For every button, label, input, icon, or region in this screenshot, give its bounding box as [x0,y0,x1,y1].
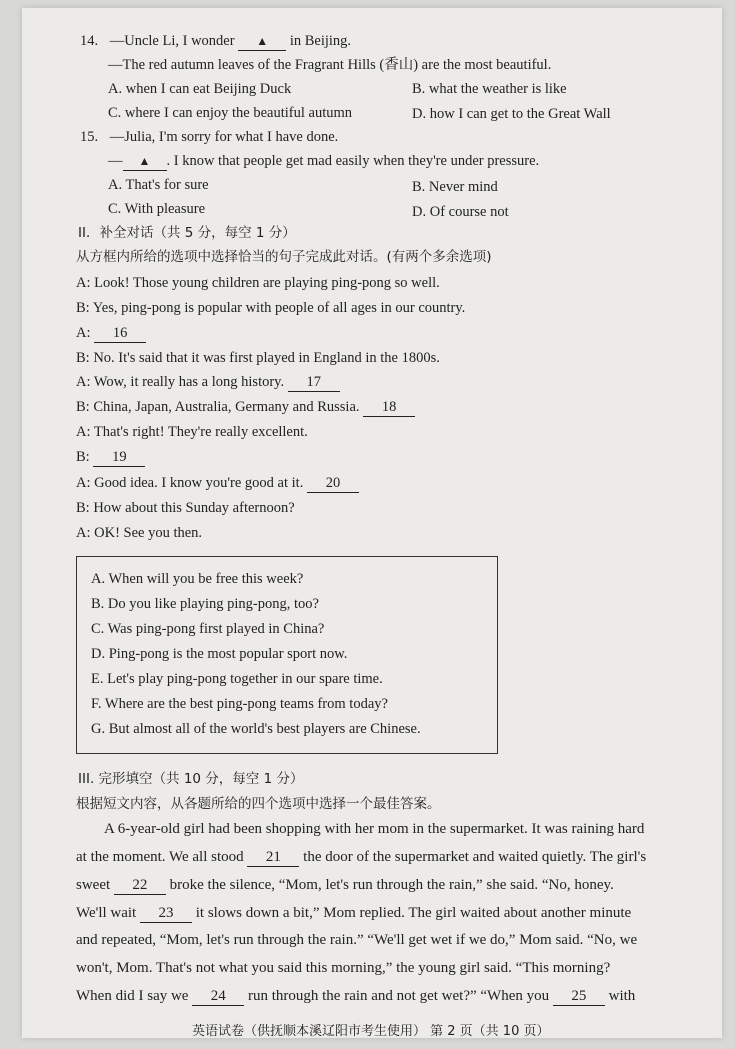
options-box [76,556,498,754]
passage-line: won't, Mom. That's not what you said this morning,” the young girl said. “This morning? [76,960,611,976]
blank-23: 23 [140,904,192,923]
dialogue-line: B: How about this Sunday afternoon? [76,500,295,516]
passage-line: A 6-year-old girl had been shopping with her mom in the supermarket. It was raining hard [104,821,645,837]
q14-option-c: C. where I can enjoy the beautiful autumn [108,105,353,121]
dialogue-line: A: 16 [76,324,146,343]
page-footer: 英语试卷（供抚顺本溪辽阳市考生使用） 第 2 页（共 10 页） [192,1024,550,1039]
option-b: B. Do you like playing ping-pong, too? [91,596,319,612]
passage-line: We'll wait 23 it slows down a bit,” Mom replied. The girl waited about another minute [76,905,632,921]
blank-16: 16 [94,324,146,343]
blank-22: 22 [114,876,166,895]
option-g: G. But almost all of the world's best players are Chinese. [91,721,421,737]
q15-option-b: B. Never mind [412,179,498,195]
blank-24: 24 [192,987,244,1006]
section-2-instruction: 从方框内所给的选项中选择恰当的句子完成此对话。(有两个多余选项) [76,249,492,265]
blank-18: 18 [363,398,415,417]
q15-option-c: C. With pleasure [108,201,206,217]
dialogue-line: A: Good idea. I know you're good at it. 20 [76,474,359,493]
blank-20: 20 [307,474,359,493]
blank-25: 25 [553,987,605,1006]
section-3-instruction: 根据短文内容，从各题所给的四个选项中选择一个最佳答案。 [76,796,441,812]
option-e: E. Let's play ping-pong together in our spare time. [91,671,383,687]
option-c: C. Was ping-pong first played in China? [91,621,325,637]
exam-page [22,8,722,1038]
dialogue-line: A: OK! See you then. [76,525,203,541]
blank-15: ▲ [123,152,167,171]
section-3-title: III. 完形填空（共 10 分，每空 1 分） [78,771,304,787]
passage-line: sweet 22 broke the silence, “Mom, let's run through the rain,” she said. “No, honey. [76,877,614,893]
q15-option-d: D. Of course not [412,204,509,220]
dialogue-line: B: 19 [76,448,145,467]
q14-option-d: D. how I can get to the Great Wall [412,106,611,122]
dialogue-line: B: China, Japan, Australia, Germany and Russia. 18 [76,398,415,417]
dialogue-line: A: Look! Those young children are playing ping-pong so well. [76,275,440,291]
question-15: 15. —Julia, I'm sorry for what I have done. [80,129,339,145]
section-2-title: II．补全对话（共 5 分，每空 1 分） [78,225,296,241]
q14-option-a: A. when I can eat Beijing Duck [108,81,292,97]
dialogue-line: B: Yes, ping-pong is popular with people of all ages in our country. [76,300,466,316]
q14-reply: —The red autumn leaves of the Fragrant Hills (香山) are the most beautiful. [108,57,552,73]
blank-17: 17 [288,373,340,392]
option-d: D. Ping-pong is the most popular sport now. [91,646,348,662]
dialogue-line: A: Wow, it really has a long history. 17 [76,373,340,392]
q15-option-a: A. That's for sure [108,177,209,193]
q14-option-b: B. what the weather is like [412,81,567,97]
dialogue-line: B: No. It's said that it was first played in England in the 1800s. [76,350,440,366]
passage-line: When did I say we 24 run through the rain and not get wet?” “When you 25 with [76,988,636,1004]
q15-reply: — ▲ . I know that people get mad easily when they're under pressure. [108,153,540,169]
passage-line: and repeated, “Mom, let's run through the rain.” “We'll get wet if we do,” Mom said. “No, we [76,932,638,948]
dialogue-line: A: That's right! They're really excellent. [76,424,308,440]
blank-19: 19 [93,448,145,467]
question-14: 14. —Uncle Li, I wonder ▲ in Beijing. [80,33,352,49]
option-a: A. When will you be free this week? [91,571,304,587]
option-f: F. Where are the best ping-pong teams from today? [91,696,388,712]
blank-21: 21 [247,848,299,867]
passage-line: at the moment. We all stood 21 the door of the supermarket and waited quietly. The girl's [76,849,647,865]
blank-14: ▲ [238,32,286,51]
